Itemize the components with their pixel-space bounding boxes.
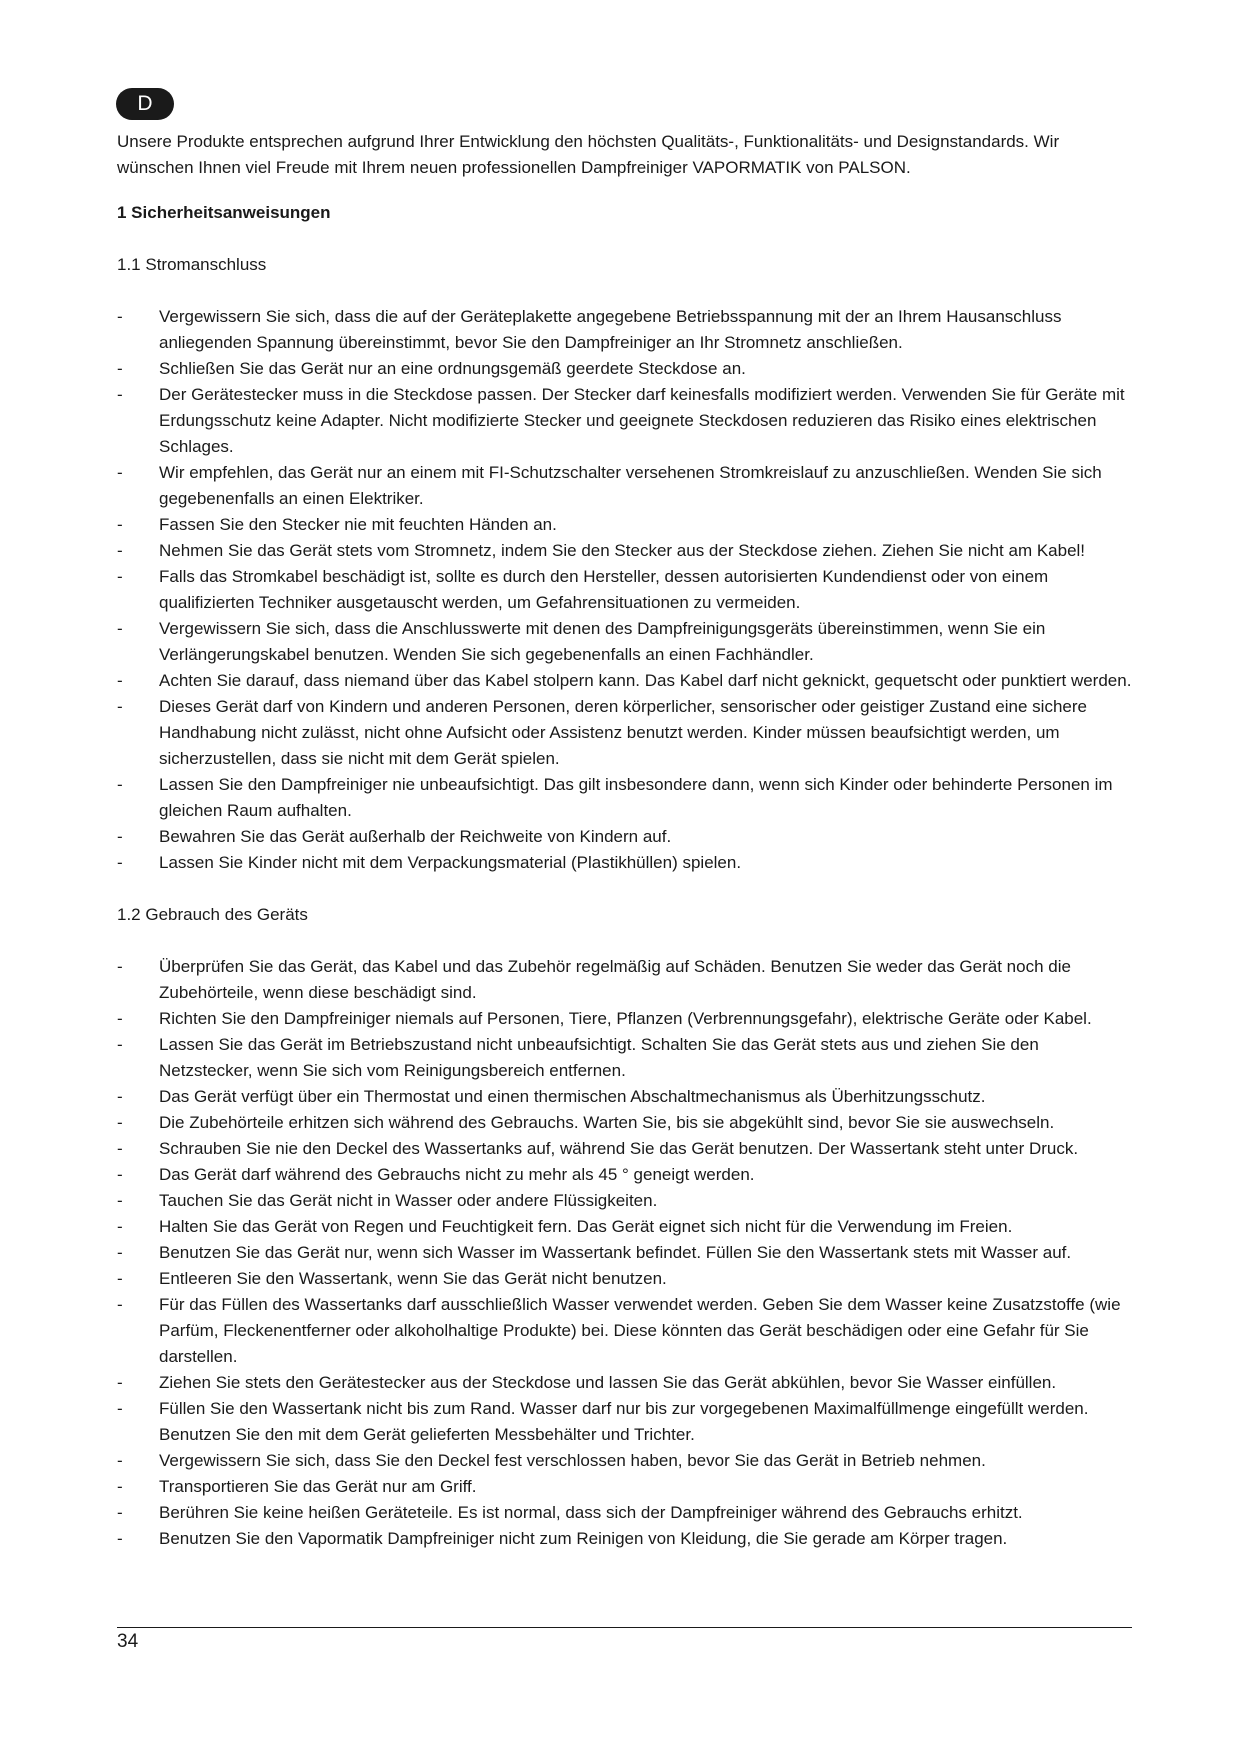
page-content [117, 129, 1132, 1578]
list-item: - Schließen Sie das Gerät nur an eine ordnungsgemäß geerdete Steckdose an. [117, 356, 1132, 382]
list-item: - Tauchen Sie das Gerät nicht in Wasser oder andere Flüssigkeiten. [117, 1188, 1132, 1214]
list-item: - Lassen Sie den Dampfreiniger nie unbeaufsichtigt. Das gilt insbesondere dann, wenn sich Kinder oder behinderte Personen im gleichen Raum aufhalten. [117, 772, 1132, 824]
list-item: - Wir empfehlen, das Gerät nur an einem mit FI-Schutzschalter versehenen Stromkreislauf zu anzuschließen. Wenden Sie sich gegebenenfalls an einen Elektriker. [117, 460, 1132, 512]
page-number: 34 [117, 1631, 139, 1652]
list-item: - Halten Sie das Gerät von Regen und Feuchtigkeit fern. Das Gerät eignet sich nicht für die Verwendung im Freien. [117, 1214, 1132, 1240]
list-item: - Nehmen Sie das Gerät stets vom Stromnetz, indem Sie den Stecker aus der Steckdose ziehen. Ziehen Sie nicht am Kabel! [117, 538, 1132, 564]
list-item: - Das Gerät darf während des Gebrauchs nicht zu mehr als 45 ° geneigt werden. [117, 1162, 1132, 1188]
list-item: - Transportieren Sie das Gerät nur am Griff. [117, 1474, 1132, 1500]
footer-rule [117, 1627, 1132, 1628]
list-item: - Lassen Sie das Gerät im Betriebszustand nicht unbeaufsichtigt. Schalten Sie das Gerät stets aus und ziehen Sie den Netzstecker, wenn Sie sich vom Reinigungsbereich entfernen. [117, 1032, 1132, 1084]
list-item: - Benutzen Sie den Vapormatik Dampfreiniger nicht zum Reinigen von Kleidung, die Sie gerade am Körper tragen. [117, 1526, 1132, 1552]
subsection-heading-usage: 1.2 Gebrauch des Geräts [117, 905, 308, 924]
section-heading: 1 Sicherheitsanweisungen [117, 203, 331, 222]
intro-paragraph: Unsere Produkte entsprechen aufgrund Ihrer Entwicklung den höchsten Qualitäts-, Funktionalitäts- und Designstandards. Wir wünschen Ihnen viel Freude mit Ihrem neuen professionellen Dampfreiniger VAPORMATIK von PALSON. [117, 132, 1060, 177]
list-item: - Bewahren Sie das Gerät außerhalb der Reichweite von Kindern auf. [117, 824, 1132, 850]
list-item: - Lassen Sie Kinder nicht mit dem Verpackungsmaterial (Plastikhüllen) spielen. [117, 850, 1132, 876]
list-item: - Achten Sie darauf, dass niemand über das Kabel stolpern kann. Das Kabel darf nicht geknickt, gequetscht oder punktiert werden. [117, 668, 1132, 694]
list-item: - Das Gerät verfügt über ein Thermostat und einen thermischen Abschaltmechanismus als Überhitzungsschutz. [117, 1084, 1132, 1110]
list-item: - Falls das Stromkabel beschädigt ist, sollte es durch den Hersteller, dessen autorisierten Kundendienst oder von einem qualifizierten Techniker ausgetauscht werden, um Gefahrensituationen zu vermeiden. [117, 564, 1132, 616]
list-item: - Vergewissern Sie sich, dass die Anschlusswerte mit denen des Dampfreinigungsgeräts übereinstimmen, wenn Sie ein Verlängerungskabel benutzen. Wenden Sie sich gegebenenfalls an einen Fachhändler. [117, 616, 1132, 668]
list-item: - Richten Sie den Dampfreiniger niemals auf Personen, Tiere, Pflanzen (Verbrennungsgefahr), elektrische Geräte oder Kabel. [117, 1006, 1132, 1032]
list-item: - Benutzen Sie das Gerät nur, wenn sich Wasser im Wassertank befindet. Füllen Sie den Wassertank stets mit Wasser auf. [117, 1240, 1132, 1266]
usage-instructions-list [117, 954, 1132, 1552]
language-badge: D [116, 88, 174, 120]
list-item: - Berühren Sie keine heißen Geräteteile. Es ist normal, dass sich der Dampfreiniger während des Gebrauchs erhitzt. [117, 1500, 1132, 1526]
list-item: - Fassen Sie den Stecker nie mit feuchten Händen an. [117, 512, 1132, 538]
list-item: - Schrauben Sie nie den Deckel des Wassertanks auf, während Sie das Gerät benutzen. Der Wassertank steht unter Druck. [117, 1136, 1132, 1162]
list-item: - Dieses Gerät darf von Kindern und anderen Personen, deren körperlicher, sensorischer oder geistiger Zustand eine sichere Handhabung nicht zulässt, nicht ohne Aufsicht oder Assistenz benutzt werden. Kinder müssen beaufsichtigt werden, um sicherzustellen, dass sie nicht mit dem Gerät spielen. [117, 694, 1132, 772]
list-item: - Der Gerätestecker muss in die Steckdose passen. Der Stecker darf keinesfalls modifiziert werden. Verwenden Sie für Geräte mit Erdungsschutz keine Adapter. Nicht modifizierte Stecker und geeignete Steckdosen reduzieren das Risiko eines elektrischen Schlages. [117, 382, 1132, 460]
list-item: - Für das Füllen des Wassertanks darf ausschließlich Wasser verwendet werden. Geben Sie dem Wasser keine Zusatzstoffe (wie Parfüm, Fleckenentferner oder alkoholhaltige Produkte) bei. Diese könnten das Gerät beschädigen oder eine Gefahr für Sie darstellen. [117, 1292, 1132, 1370]
list-item: - Vergewissern Sie sich, dass die auf der Geräteplakette angegebene Betriebsspannung mit der an Ihrem Hausanschluss anliegenden Spannung übereinstimmt, bevor Sie den Dampfreiniger an Ihr Stromnetz anschließen. [117, 304, 1132, 356]
subsection-heading-power: 1.1 Stromanschluss [117, 255, 267, 274]
list-item: - Füllen Sie den Wassertank nicht bis zum Rand. Wasser darf nur bis zur vorgegebenen Maximalfüllmenge eingefüllt werden. Benutzen Sie den mit dem Gerät gelieferten Messbehälter und Trichter. [117, 1396, 1132, 1448]
power-instructions-list [117, 304, 1132, 876]
list-item: - Ziehen Sie stets den Gerätestecker aus der Steckdose und lassen Sie das Gerät abkühlen, bevor Sie Wasser einfüllen. [117, 1370, 1132, 1396]
list-item: - Überprüfen Sie das Gerät, das Kabel und das Zubehör regelmäßig auf Schäden. Benutzen Sie weder das Gerät noch die Zubehörteile, wenn diese beschädigt sind. [117, 954, 1132, 1006]
list-item: - Vergewissern Sie sich, dass Sie den Deckel fest verschlossen haben, bevor Sie das Gerät in Betrieb nehmen. [117, 1448, 1132, 1474]
list-item: - Die Zubehörteile erhitzen sich während des Gebrauchs. Warten Sie, bis sie abgekühlt sind, bevor Sie sie auswechseln. [117, 1110, 1132, 1136]
list-item: - Entleeren Sie den Wassertank, wenn Sie das Gerät nicht benutzen. [117, 1266, 1132, 1292]
